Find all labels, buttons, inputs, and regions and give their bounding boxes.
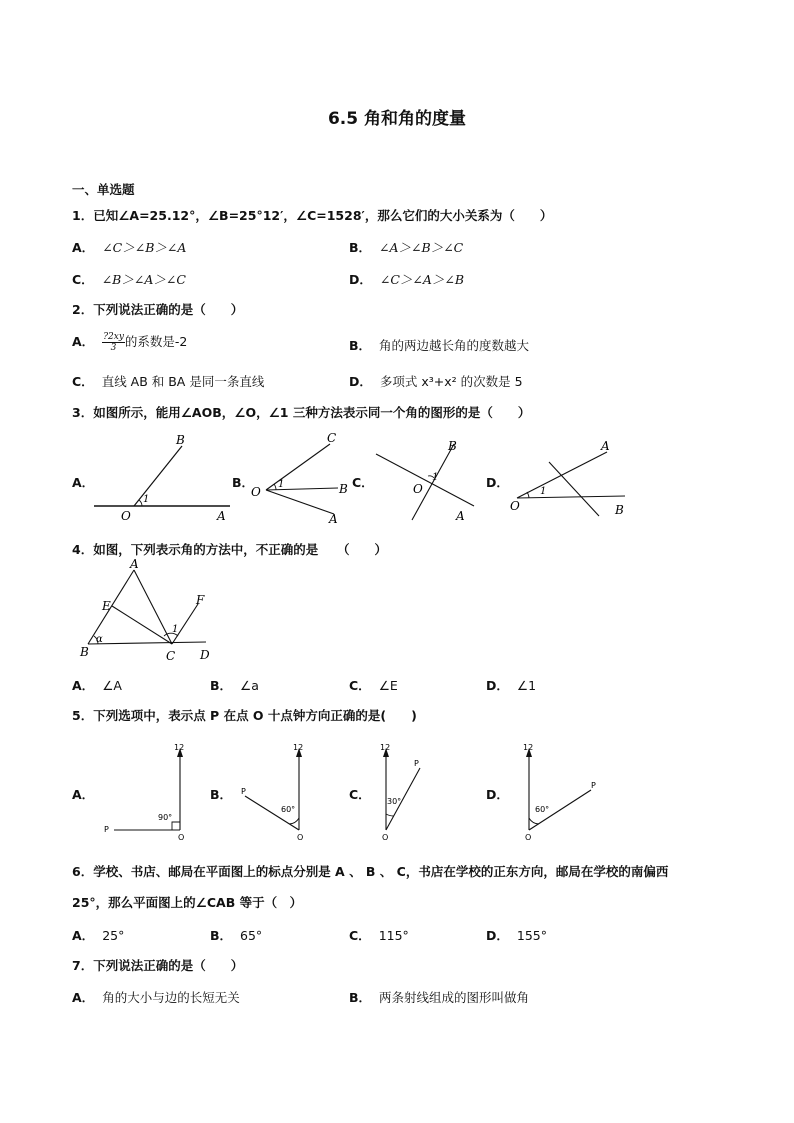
q7-stem: 7．下列说法正确的是（ ） (72, 958, 244, 973)
section-heading: 一、单选题 (72, 182, 135, 197)
q1-option-d[interactable] (349, 270, 464, 288)
option-label: D． (486, 928, 509, 943)
q6-option-a[interactable] (72, 926, 124, 944)
fig-label-d: D (200, 648, 210, 662)
option-text: ∠C＞∠A＞∠B (379, 272, 465, 287)
q3-figure-c (370, 430, 485, 525)
option-text: 角的两边越长角的度数越大 (379, 338, 530, 353)
q2-stem: 2．下列说法正确的是（ ） (72, 302, 244, 317)
fraction-denominator: 3 (110, 343, 117, 353)
fig-label-o: O (297, 833, 304, 842)
option-text: 直线 AB 和 BA 是同一条直线 (101, 374, 265, 389)
fig-label-f: F (196, 593, 205, 607)
q3-option-c-label[interactable]: C． (352, 475, 374, 490)
fig-label-o: O (413, 482, 423, 496)
fig-label-o: O (525, 833, 532, 842)
page-title: 6.5 角和角的度量 (327, 109, 467, 129)
fig-label-e: E (102, 599, 111, 613)
option-text: ∠E (378, 678, 398, 693)
q4-option-d[interactable] (486, 676, 536, 694)
q1-stem: 1．已知∠A=25.12°，∠B=25°12′，∠C=1528′，那么它们的大小关系为（ ） (72, 208, 553, 223)
q1-option-c[interactable] (72, 270, 186, 288)
fraction-numerator: ?2xy (103, 332, 124, 342)
q5-option-b-label[interactable]: B． (210, 787, 233, 802)
q6-stem-line-2: 25°，那么平面图上的∠CAB 等于（ ） (72, 895, 303, 910)
fig-label-a: A (130, 558, 139, 571)
option-text: ∠A＞∠B＞∠C (379, 240, 464, 255)
option-text: 155° (516, 928, 547, 943)
q4-stem: 4．如图，下列表示角的方法中，不正确的是 （ ） (72, 542, 387, 557)
q4-option-a[interactable] (72, 676, 122, 694)
q6-option-b[interactable] (210, 926, 262, 944)
q5-figure-b (235, 738, 315, 843)
q3-option-d-label[interactable]: D． (486, 475, 509, 490)
fig-label-one: 1 (540, 486, 547, 497)
fig-label-p: P (414, 759, 419, 768)
q4-option-c[interactable] (349, 676, 398, 694)
q2-option-b[interactable] (349, 336, 529, 354)
option-text: 的系数是-2 (124, 334, 188, 349)
option-text: ∠B＞∠A＞∠C (101, 272, 186, 287)
option-text: ∠a (240, 678, 259, 693)
q3-option-a-label[interactable]: A． (72, 475, 95, 490)
option-text: ∠A (102, 678, 122, 693)
fig-label-angle: 30° (387, 797, 402, 806)
fig-label-one: 1 (432, 472, 439, 483)
fig-label-one: 1 (278, 479, 285, 490)
fig-label-angle: 60° (535, 805, 550, 814)
fig-label-angle: 60° (281, 805, 296, 814)
fig-label-c: C (327, 431, 337, 445)
q3-figure-a (90, 430, 240, 525)
q7-option-b[interactable] (349, 988, 529, 1006)
q5-figure-d (515, 738, 615, 843)
fig-label-o: O (510, 499, 520, 513)
q5-stem: 5．下列选项中，表示点 P 在点 O 十点钟方向正确的是( ) (72, 708, 417, 723)
fig-label-b: B (339, 482, 348, 496)
fig-label-one: 1 (172, 624, 179, 635)
fig-label-o: O (382, 833, 389, 842)
q2-option-d[interactable] (349, 372, 523, 390)
fig-label-b: B (448, 439, 457, 453)
fig-label-a: A (329, 512, 338, 525)
option-text: 115° (378, 928, 409, 943)
option-label: B． (349, 338, 372, 353)
q5-option-c-label[interactable]: C． (349, 787, 371, 802)
q5-figure-c (372, 738, 442, 843)
option-text: ∠1 (516, 678, 537, 693)
q3-figure-b (248, 430, 353, 525)
option-text: 两条射线组成的图形叫做角 (379, 990, 530, 1005)
q5-figure-a (96, 738, 191, 843)
option-text: ∠C＞∠B＞∠A (102, 240, 187, 255)
fig-label-angle: 90° (158, 813, 173, 822)
fig-label-a: A (601, 439, 610, 453)
option-text: 多项式 x³+x² 的次数是 5 (379, 374, 523, 389)
q3-figure-d (505, 430, 635, 525)
q1-option-a[interactable] (72, 238, 186, 256)
q6-stem-line-1: 6．学校、书店、邮局在平面图上的标点分别是 A 、 B 、 C，书店在学校的正东方向，邮局在学校的南偏西 (72, 864, 669, 879)
option-label: A． (72, 990, 95, 1005)
q2-option-c[interactable] (72, 372, 264, 390)
fig-label-a: A (456, 509, 465, 523)
q5-option-d-label[interactable]: D． (486, 787, 509, 802)
fig-label-12: 12 (174, 743, 185, 752)
option-label: A． (72, 678, 95, 693)
option-label: B． (349, 990, 372, 1005)
fig-label-p: P (591, 781, 596, 790)
q6-option-c[interactable] (349, 926, 409, 944)
fig-label-12: 12 (293, 743, 304, 752)
option-label: C． (349, 928, 371, 943)
q3-option-b-label[interactable]: B． (232, 475, 255, 490)
q7-option-a[interactable] (72, 988, 240, 1006)
option-label: A． (72, 928, 95, 943)
fig-label-b: B (80, 645, 89, 659)
q2-option-a[interactable] (72, 332, 187, 353)
fig-label-o: O (178, 833, 185, 842)
fig-label-o: O (121, 509, 131, 523)
fig-label-a: A (217, 509, 226, 523)
option-label: B． (210, 928, 233, 943)
q1-option-b[interactable] (349, 238, 463, 256)
q4-figure (78, 558, 218, 666)
option-text: 65° (240, 928, 263, 943)
option-text: 25° (102, 928, 125, 943)
fig-label-12: 12 (523, 743, 534, 752)
fig-label-alpha: α (96, 634, 103, 645)
option-label: A． (72, 240, 95, 255)
q5-option-a-label[interactable]: A． (72, 787, 95, 802)
fig-label-b: B (176, 433, 185, 447)
option-label: D． (349, 272, 372, 287)
fig-label-p: P (241, 787, 246, 796)
fraction (102, 332, 125, 353)
q6-option-d[interactable] (486, 926, 547, 944)
fig-label-b: B (615, 503, 624, 517)
fig-label-o: O (251, 485, 261, 499)
option-label: A． (72, 334, 95, 349)
option-label: C． (349, 678, 371, 693)
option-label: C． (72, 374, 94, 389)
option-label: D． (486, 678, 509, 693)
fig-label-c: C (166, 649, 176, 663)
q3-stem: 3．如图所示，能用∠AOB，∠O，∠1 三种方法表示同一个角的图形的是（ ） (72, 405, 531, 420)
option-text: 角的大小与边的长短无关 (102, 990, 240, 1005)
fig-label-p: P (104, 825, 109, 834)
option-label: B． (210, 678, 233, 693)
option-label: D． (349, 374, 372, 389)
fig-label-12: 12 (380, 743, 391, 752)
option-label: B． (349, 240, 372, 255)
fig-label-one: 1 (143, 494, 150, 505)
option-label: C． (72, 272, 94, 287)
q4-option-b[interactable] (210, 676, 259, 694)
